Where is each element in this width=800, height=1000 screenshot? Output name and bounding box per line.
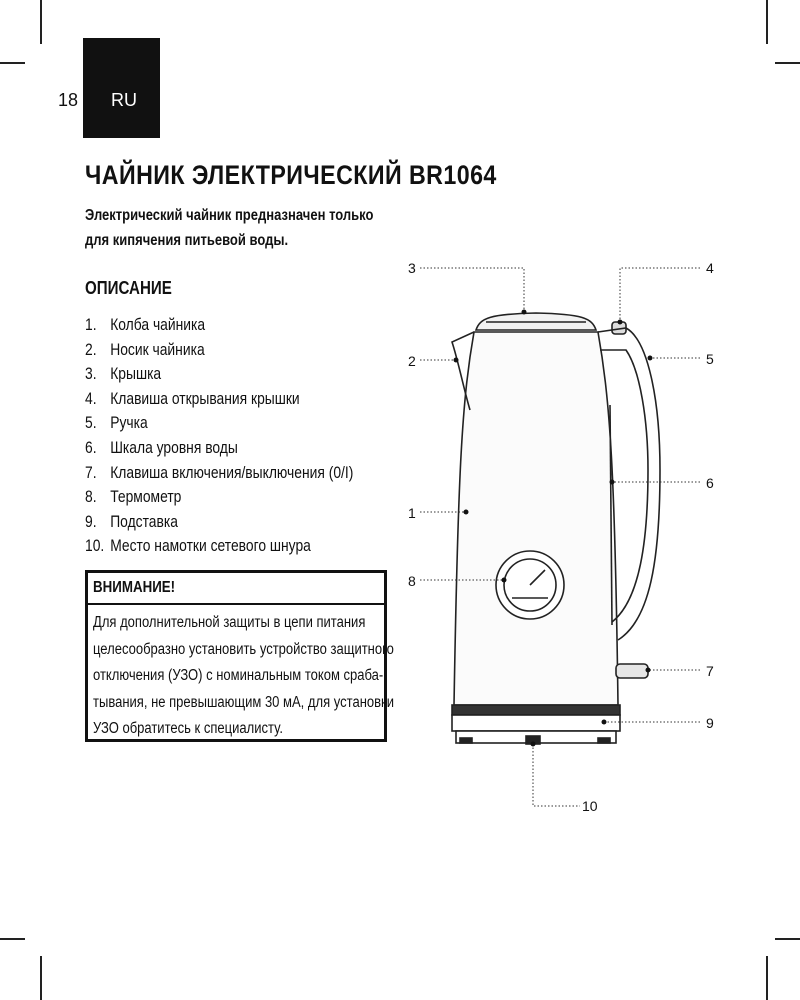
warning-box (85, 570, 395, 742)
item-number: 10. (85, 537, 105, 556)
intro-line: для кипячения питьевой воды. (85, 232, 289, 249)
item-number: 2. (85, 340, 97, 359)
callout-label: 7 (706, 663, 714, 679)
item-label: Колба чайника (110, 316, 206, 334)
list-item (85, 411, 353, 436)
crop-mark (40, 0, 42, 44)
language-tab (83, 38, 160, 138)
callout-label: 10 (582, 798, 598, 814)
callout-label: 4 (706, 260, 714, 276)
list-item (85, 313, 353, 338)
item-label: Клавиша открывания крышки (110, 389, 300, 408)
list-item (85, 436, 353, 461)
page-title: ЧАЙНИК ЭЛЕКТРИЧЕСКИЙ BR1064 (85, 160, 497, 190)
list-item (85, 362, 353, 387)
intro-line: Электрический чайник предназначен только (85, 207, 374, 224)
item-label: Клавиша включения/выключения (0/I) (110, 463, 354, 482)
item-number: 7. (85, 463, 97, 482)
crop-mark (766, 956, 768, 1000)
crop-mark (40, 956, 42, 1000)
item-label: Ручка (110, 414, 148, 433)
list-item (85, 461, 353, 486)
callout-label: 3 (408, 260, 416, 276)
crop-mark (775, 62, 800, 64)
warning-line: тывания, не превышающим 30 мА, для установки (93, 693, 395, 711)
kettle-illustration (452, 313, 660, 744)
item-number: 4. (85, 389, 97, 408)
list-item (85, 510, 353, 535)
callout-label: 5 (706, 351, 714, 367)
crop-mark (0, 62, 25, 64)
language-label: RU (111, 90, 137, 110)
item-number: 8. (85, 488, 97, 507)
warning-line: УЗО обратитесь к специалисту. (93, 720, 283, 737)
item-number: 5. (85, 414, 97, 433)
kettle-diagram (395, 255, 735, 815)
item-number: 1. (85, 316, 97, 334)
item-number: 3. (85, 365, 97, 384)
callout-label: 6 (706, 475, 714, 491)
crop-mark (775, 938, 800, 940)
crop-mark (766, 0, 768, 44)
warning-line: Для дополнительной защиты в цепи питания (93, 614, 366, 631)
item-label: Подставка (110, 512, 178, 531)
item-label: Шкала уровня воды (110, 438, 238, 457)
warning-text (93, 610, 394, 743)
section-title: ОПИСАНИЕ (85, 278, 172, 298)
list-item (85, 387, 353, 412)
callout-label: 8 (408, 573, 416, 589)
warning-title: ВНИМАНИЕ! (93, 579, 176, 596)
parts-list (85, 313, 353, 559)
warning-line: отключения (УЗО) с номинальным током сраба- (93, 667, 384, 684)
list-item (85, 534, 353, 559)
list-item (85, 338, 353, 363)
intro-text (85, 203, 373, 253)
list-item (85, 485, 353, 510)
item-label: Термометр (110, 488, 182, 507)
warning-line: целесообразно установить устройство защитного (93, 640, 394, 658)
callout-label: 2 (408, 353, 416, 369)
divider (88, 603, 384, 605)
page-number: 18 (58, 90, 79, 110)
item-label: Крышка (110, 365, 162, 384)
item-label: Носик чайника (110, 340, 205, 359)
item-number: 9. (85, 512, 97, 531)
item-number: 6. (85, 438, 97, 457)
crop-mark (0, 938, 25, 940)
callout-label: 1 (408, 505, 416, 521)
item-label: Место намотки сетевого шнура (110, 537, 311, 556)
callout-label: 9 (706, 715, 714, 731)
